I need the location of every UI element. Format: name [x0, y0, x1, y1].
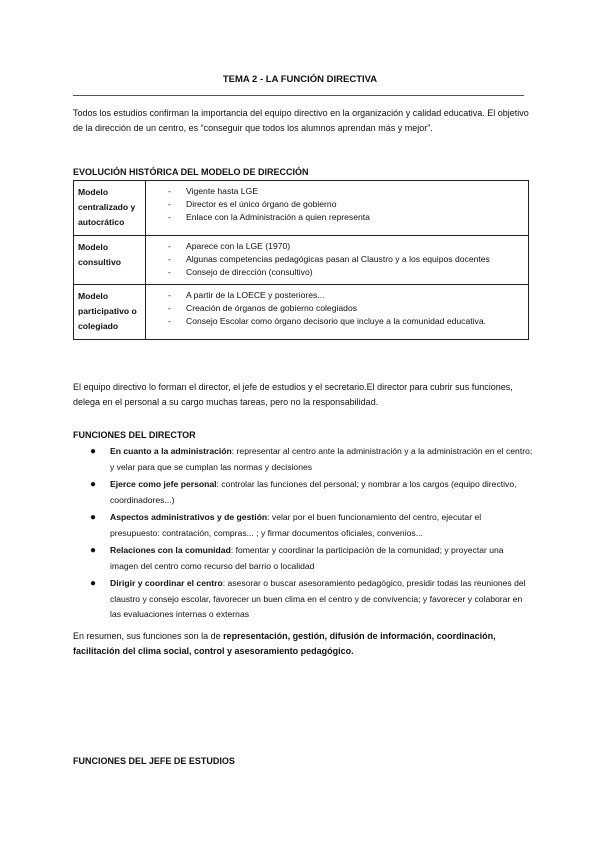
bullet-icon: ● — [90, 578, 97, 589]
team-paragraph: El equipo directivo lo forman el director, el jefe de estudios y el secretario.El director para cubrir sus funciones, delega en el personal a su cargo muchas tareas, pero no la responsabilidad. — [73, 382, 513, 407]
dash-marker: - — [168, 254, 171, 264]
director-functions-list — [73, 444, 533, 625]
list-item: - Consejo de dirección (consultivo) — [168, 267, 313, 277]
list-item — [73, 444, 533, 475]
function-text: : representar al centro ante la administración y a la administración en el centro; y velar para que se cumplan las normas y decisiones — [110, 446, 533, 472]
function-label: En cuanto a la administración — [110, 446, 232, 456]
list-item: - Vigente hasta LGE — [168, 186, 258, 196]
dash-marker: - — [168, 316, 171, 326]
evolution-heading: EVOLUCIÓN HISTÓRICA DEL MODELO DE DIRECCIÓN — [73, 167, 309, 177]
bullet-icon: ● — [90, 512, 97, 523]
table-row — [74, 285, 529, 340]
dash-marker: - — [168, 212, 171, 222]
bullet-icon: ● — [90, 545, 97, 556]
dash-marker: - — [168, 267, 171, 277]
list-item: - A partir de la LOECE y posteriores... — [168, 290, 325, 300]
list-item — [73, 477, 533, 508]
page-title: TEMA 2 - LA FUNCIÓN DIRECTIVA — [222, 74, 378, 85]
list-item: - Enlace con la Administración a quien representa — [168, 212, 370, 222]
function-text: : fomentar y coordinar la participación de la comunidad; y proyectar una imagen del centro como recurso del barrio o localidad — [110, 545, 504, 571]
summary-bold: representación, gestión, difusión de información, coordinación, facilitación del clima social, control y asesoramiento pedagógico. — [73, 631, 496, 656]
list-item: - Algunas competencias pedagógicas pasan al Claustro y a los equipos docentes — [168, 254, 490, 264]
function-text: : asesorar o buscar asesoramiento pedagógico, presidir todas las reuniones del claustro y consejo escolar, favorecer un buen clima en el centro y de convivencia; y favorecer y colaborar en las evaluaciones internas o externas — [110, 578, 526, 619]
list-item: - Consejo Escolar como órgano decisorio que incluye a la comunidad educativa. — [168, 316, 487, 326]
function-label: Aspectos administrativos y de gestión — [110, 512, 268, 522]
summary-prefix: En resumen, sus funciones son la de — [73, 631, 224, 641]
model-features — [146, 236, 529, 285]
evolution-table — [73, 180, 529, 340]
function-text: : controlar las funciones del personal; y nombrar a los cargos (equipo directivo, coordinadores...) — [110, 479, 517, 505]
list-item — [73, 510, 533, 541]
table-row — [74, 236, 529, 285]
function-text: : velar por el buen funcionamiento del centro, ejecutar el presupuesto: contratación, compras... ; y firmar documentos oficiales, convenios... — [110, 512, 482, 538]
function-label: Dirigir y coordinar el centro — [110, 578, 223, 588]
director-heading: FUNCIONES DEL DIRECTOR — [73, 430, 196, 440]
list-item: - Aparece con la LGE (1970) — [168, 241, 291, 251]
list-item — [73, 543, 533, 574]
dash-marker: - — [168, 303, 171, 313]
bullet-icon: ● — [90, 479, 97, 490]
jefe-heading: FUNCIONES DEL JEFE DE ESTUDIOS — [73, 756, 235, 766]
function-label: Relaciones con la comunidad — [110, 545, 231, 555]
model-name: Modelo consultivo — [74, 236, 146, 285]
model-name: Modelo centralizado y autocrático — [74, 181, 146, 236]
summary-paragraph — [73, 629, 543, 659]
dash-marker: - — [168, 199, 171, 209]
dash-marker: - — [168, 241, 171, 251]
list-item: - Director es el único órgano de gobierno — [168, 199, 337, 209]
model-name: Modelo participativo o colegiado — [74, 285, 146, 340]
title-rule — [73, 95, 524, 96]
intro-paragraph: Todos los estudios confirman la importancia del equipo directivo en la organización y calidad educativa. El objetivo de la dirección de un centro, es “conseguir que todos los alumnos aprendan más y mejor”. — [73, 108, 529, 133]
model-features — [146, 181, 529, 236]
list-item — [73, 576, 533, 623]
dash-marker: - — [168, 186, 171, 196]
dash-marker: - — [168, 290, 171, 300]
table-row — [74, 181, 529, 236]
model-features — [146, 285, 529, 340]
list-item: - Creación de órganos de gobierno colegiados — [168, 303, 358, 313]
function-label: Ejerce como jefe personal — [110, 479, 217, 489]
bullet-icon: ● — [90, 446, 97, 457]
